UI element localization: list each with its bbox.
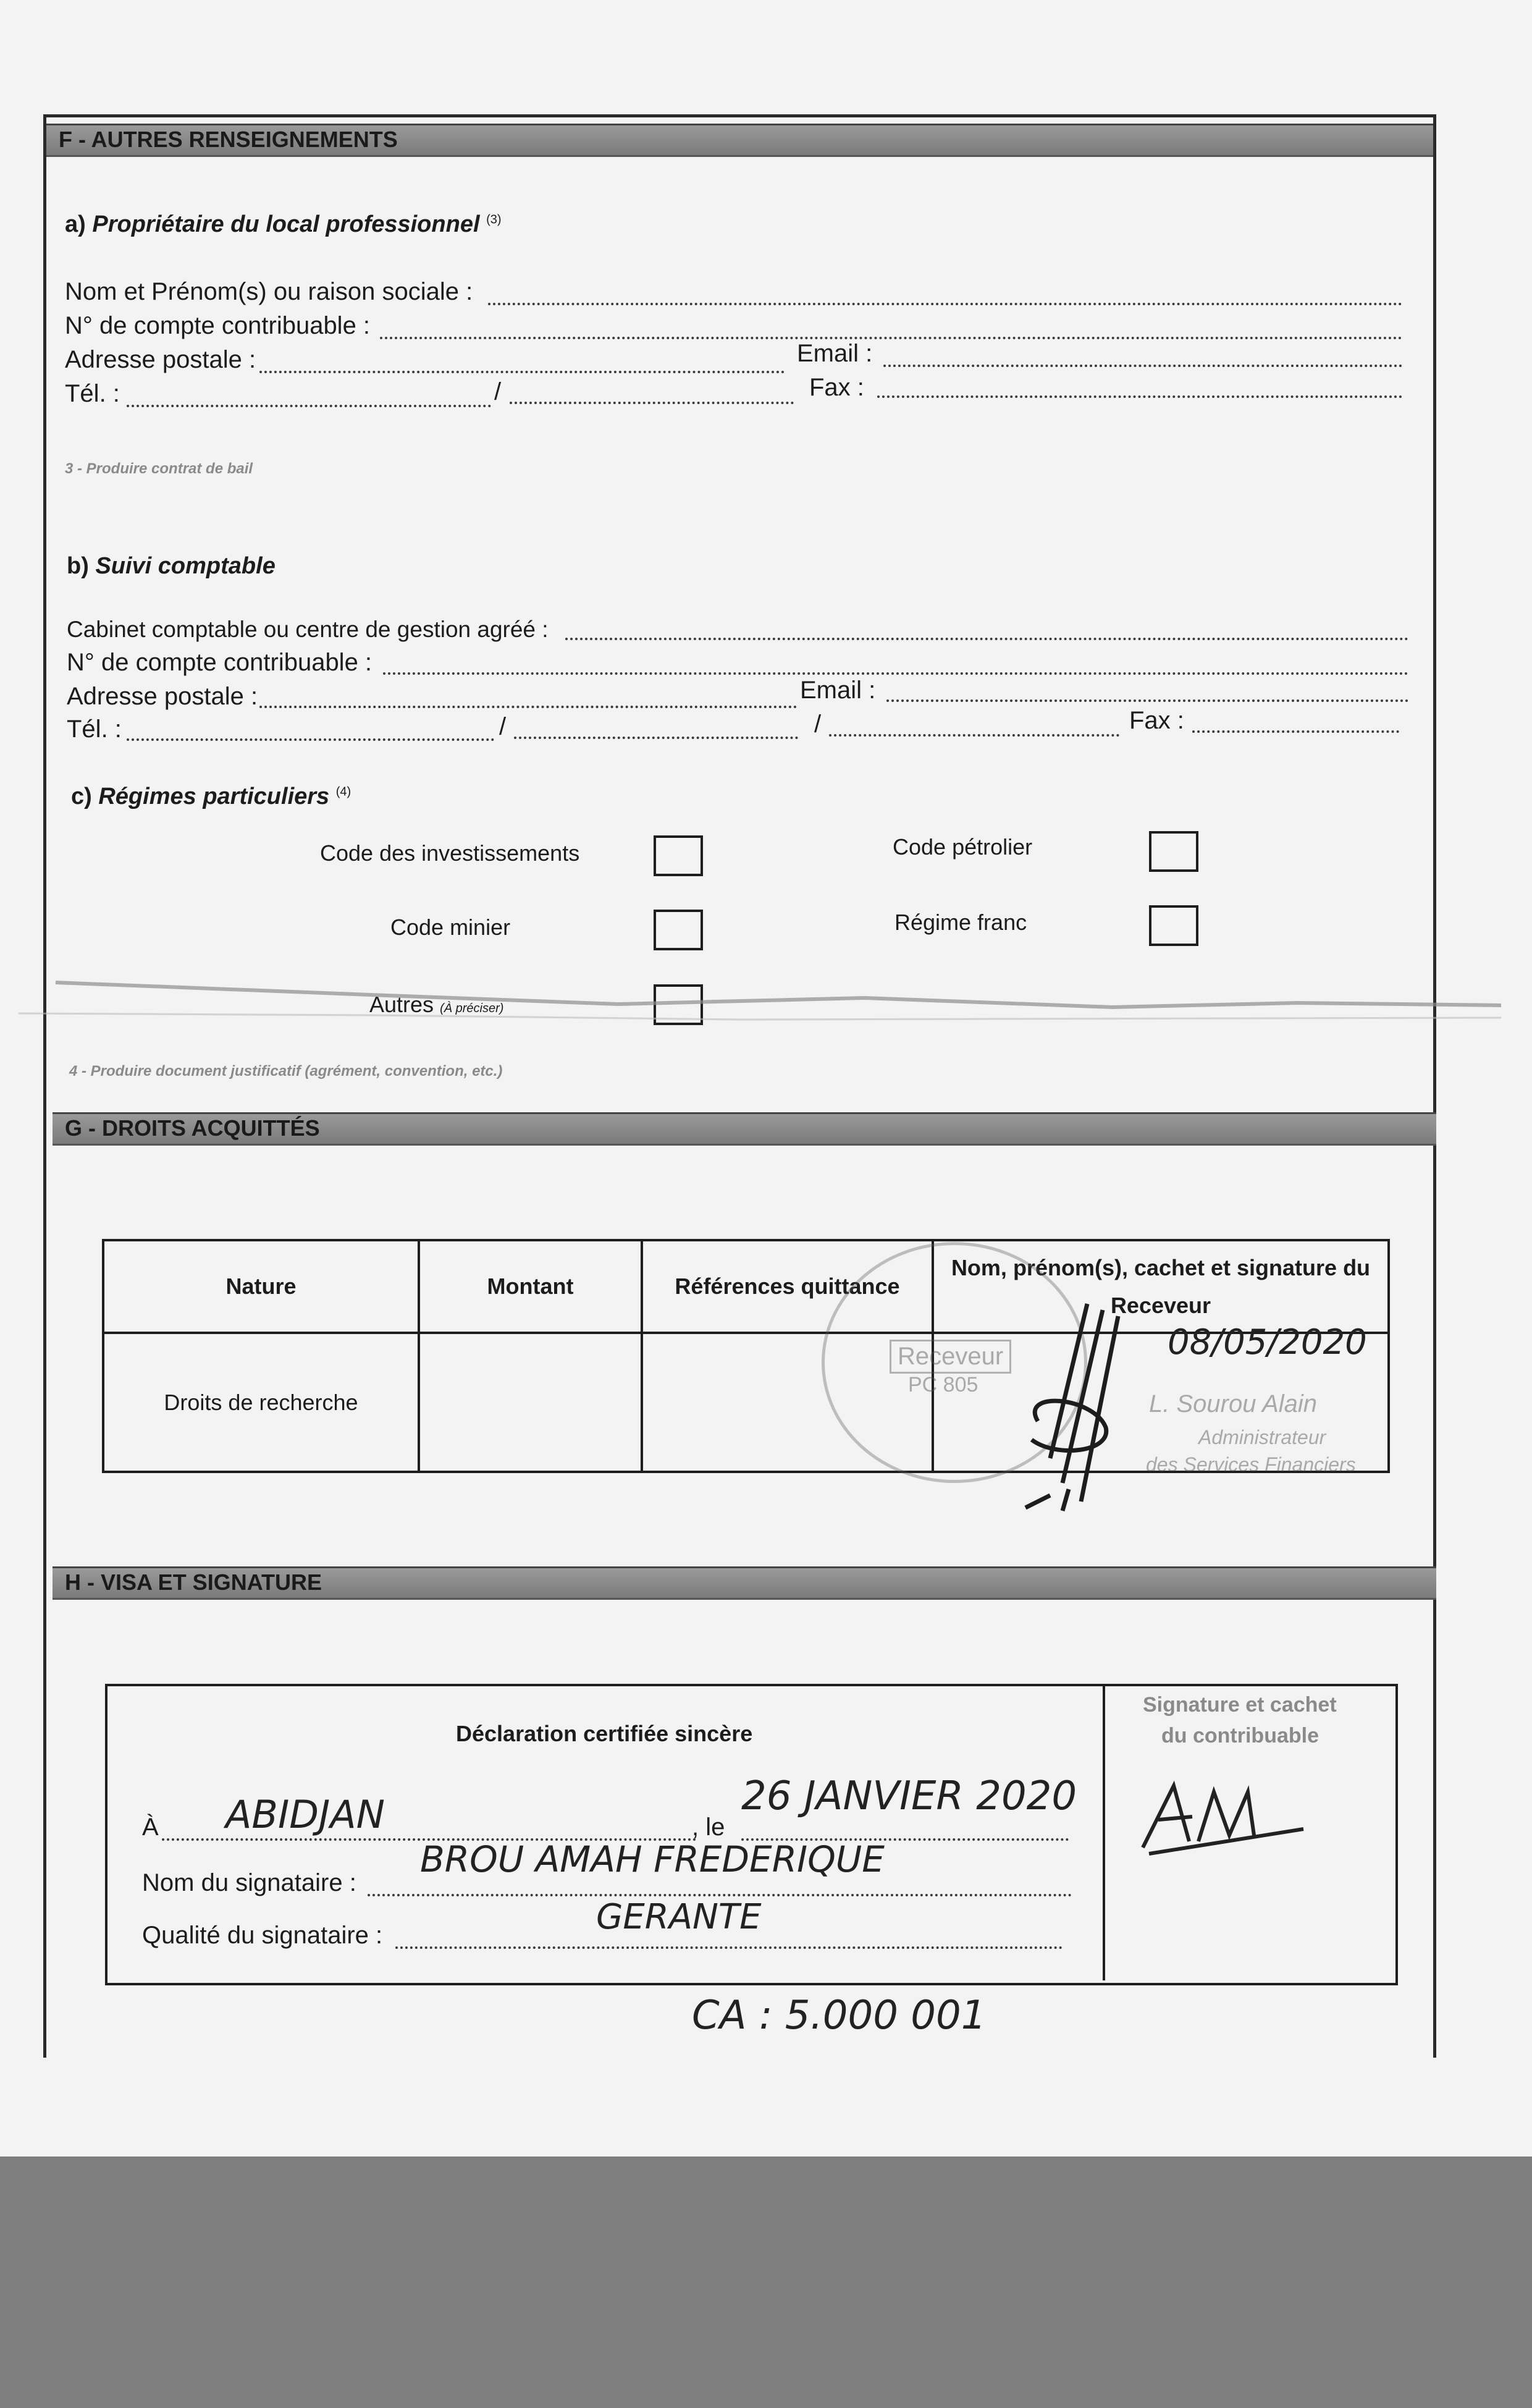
table-header-row bbox=[103, 1240, 1389, 1333]
receveur-date: 08/05/2020 bbox=[1168, 1322, 1367, 1362]
regime-minier-label: Code minier bbox=[390, 915, 511, 940]
footnote-3: 3 - Produire contrat de bail bbox=[65, 460, 253, 477]
owner-fax-field[interactable] bbox=[877, 395, 1402, 398]
cabinet-fax-label: Fax : bbox=[1129, 707, 1184, 734]
regime-autres-text: Autres bbox=[369, 992, 434, 1017]
owner-email-label: Email : bbox=[797, 340, 873, 367]
cabinet-email-label: Email : bbox=[800, 677, 876, 704]
subsection-b-title: Suivi comptable bbox=[95, 553, 276, 579]
cabinet-address-field[interactable] bbox=[259, 706, 797, 708]
receveur-signature bbox=[1013, 1298, 1137, 1520]
header-references: Références quittance bbox=[642, 1240, 933, 1333]
cabinet-label: Cabinet comptable ou centre de gestion agréé : bbox=[67, 617, 549, 642]
date-label: , le bbox=[692, 1814, 725, 1841]
signature-cachet-label-2: du contribuable bbox=[1161, 1724, 1319, 1747]
owner-account-label: N° de compte contribuable : bbox=[65, 312, 371, 339]
owner-name-field[interactable] bbox=[488, 303, 1402, 305]
qualite-label: Qualité du signataire : bbox=[142, 1922, 383, 1949]
owner-address-label: Adresse postale : bbox=[65, 346, 256, 373]
cabinet-field[interactable] bbox=[565, 638, 1408, 640]
cabinet-tel-separator-2: / bbox=[814, 711, 822, 738]
signataire-field[interactable] bbox=[368, 1894, 1072, 1896]
stamp-admin-text: Administrateur bbox=[1198, 1426, 1326, 1448]
city-handwritten: ABIDJAN bbox=[225, 1792, 385, 1837]
paper-fold-crease bbox=[0, 961, 1532, 1029]
stamp-code-text: PC 805 bbox=[908, 1373, 979, 1396]
cabinet-tel-field-1[interactable] bbox=[127, 738, 494, 741]
header-montant: Montant bbox=[419, 1240, 642, 1333]
owner-account-field[interactable] bbox=[380, 337, 1402, 339]
owner-tel-field-1[interactable] bbox=[127, 405, 491, 407]
section-g-header bbox=[53, 1112, 1436, 1146]
regime-investissements-checkbox[interactable] bbox=[654, 835, 703, 876]
subsection-b-heading bbox=[67, 553, 276, 580]
regime-autres-hint: (À préciser) bbox=[440, 1002, 504, 1015]
header-receveur: Nom, prénom(s), cachet et signature du Receveur bbox=[933, 1240, 1389, 1333]
regime-franc-checkbox[interactable] bbox=[1149, 905, 1198, 946]
subsection-c-footnote-ref: (4) bbox=[335, 785, 351, 799]
cabinet-tel-field-3[interactable] bbox=[829, 734, 1119, 737]
subsection-a-heading bbox=[65, 211, 502, 238]
subsection-a-title: Propriétaire du local professionnel bbox=[92, 211, 480, 237]
owner-address-field[interactable] bbox=[259, 371, 785, 373]
regime-petrolier-label: Code pétrolier bbox=[893, 834, 1033, 860]
subsection-b-prefix: b) bbox=[67, 553, 89, 579]
signataire-handwritten: BROU AMAH FREDERIQUE bbox=[420, 1838, 885, 1880]
cell-montant[interactable] bbox=[419, 1333, 642, 1472]
subsection-c-title: Régimes particuliers bbox=[98, 784, 330, 809]
subsection-a-prefix: a) bbox=[65, 211, 86, 237]
cabinet-account-label: N° de compte contribuable : bbox=[67, 649, 372, 676]
regime-investissements-label: Code des investissements bbox=[320, 840, 580, 866]
header-nature: Nature bbox=[103, 1240, 419, 1333]
regime-petrolier-checkbox[interactable] bbox=[1149, 831, 1198, 872]
owner-tel-separator: / bbox=[494, 378, 502, 405]
stamp-services-text: des Services Financiers bbox=[1146, 1453, 1356, 1476]
city-label: À bbox=[142, 1814, 159, 1841]
stamp-receveur-text: Receveur bbox=[890, 1340, 1011, 1374]
signature-cachet-label-1: Signature et cachet bbox=[1143, 1693, 1337, 1717]
section-f-title: F - AUTRES RENSEIGNEMENTS bbox=[59, 127, 398, 152]
regime-minier-checkbox[interactable] bbox=[654, 910, 703, 950]
section-h-title: H - VISA ET SIGNATURE bbox=[65, 1569, 322, 1595]
date-handwritten: 26 JANVIER 2020 bbox=[741, 1773, 1077, 1819]
section-h-header bbox=[53, 1566, 1436, 1600]
signataire-label: Nom du signataire : bbox=[142, 1869, 356, 1896]
owner-name-label: Nom et Prénom(s) ou raison sociale : bbox=[65, 278, 473, 305]
qualite-handwritten: GERANTE bbox=[596, 1897, 762, 1937]
owner-tel-field-2[interactable] bbox=[510, 402, 794, 404]
owner-tel-label: Tél. : bbox=[65, 380, 120, 407]
section-f-header bbox=[46, 124, 1433, 157]
cell-nature: Droits de recherche bbox=[103, 1333, 419, 1472]
qualite-field[interactable] bbox=[395, 1946, 1063, 1949]
cabinet-account-field[interactable] bbox=[383, 672, 1408, 675]
cabinet-tel-separator-1: / bbox=[499, 713, 507, 740]
subsection-a-footnote-ref: (3) bbox=[486, 213, 502, 227]
owner-fax-label: Fax : bbox=[809, 374, 864, 401]
owner-email-field[interactable] bbox=[883, 365, 1402, 367]
contribuable-signature bbox=[1130, 1767, 1316, 1872]
regime-franc-label: Régime franc bbox=[894, 910, 1027, 935]
section-g-title: G - DROITS ACQUITTÉS bbox=[65, 1115, 320, 1141]
subsection-c-heading bbox=[71, 784, 351, 810]
cabinet-fax-field[interactable] bbox=[1192, 730, 1399, 733]
visa-box-divider bbox=[1103, 1684, 1105, 1980]
cabinet-email-field[interactable] bbox=[886, 699, 1408, 702]
declaration-heading: Déclaration certifiée sincère bbox=[456, 1721, 753, 1746]
cabinet-address-label: Adresse postale : bbox=[67, 683, 258, 710]
stamp-name-text: L. Sourou Alain bbox=[1149, 1390, 1318, 1417]
cabinet-tel-label: Tél. : bbox=[67, 716, 122, 743]
cabinet-tel-field-2[interactable] bbox=[514, 737, 798, 739]
ca-handwritten-note: CA : 5.000 001 bbox=[692, 1993, 987, 2038]
footnote-4: 4 - Produire document justificatif (agrément, convention, etc.) bbox=[69, 1063, 503, 1079]
subsection-c-prefix: c) bbox=[71, 784, 92, 809]
